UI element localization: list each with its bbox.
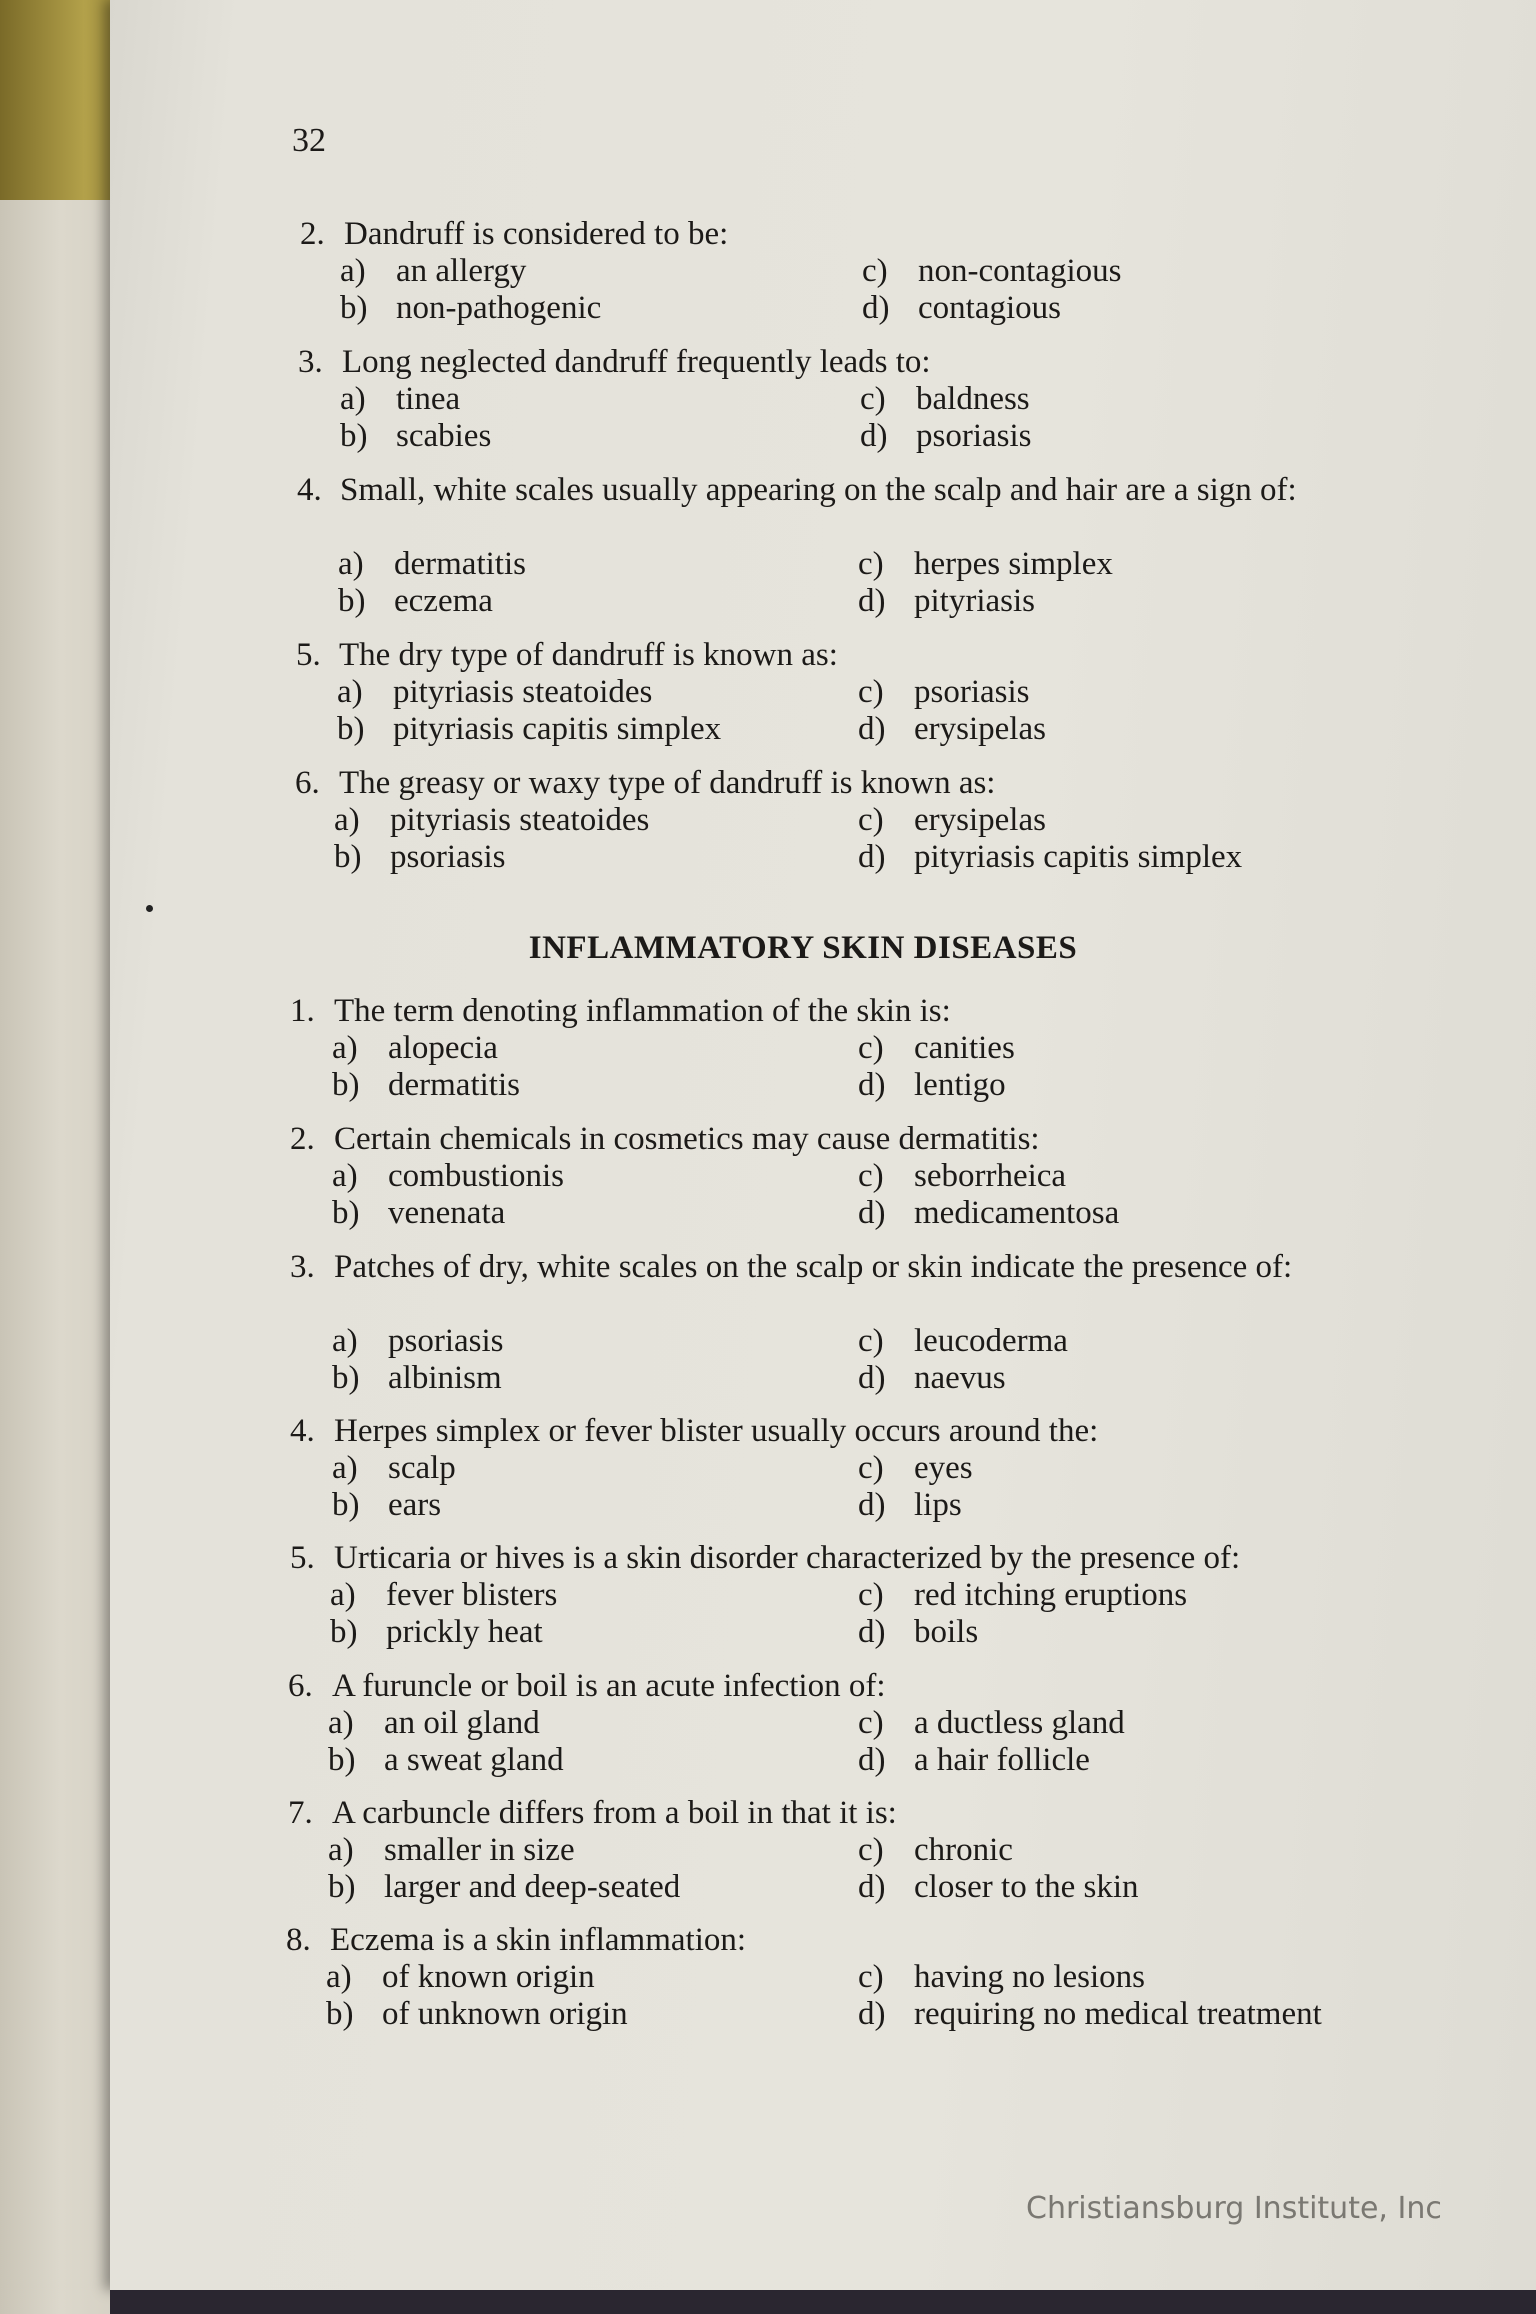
dandruff-question-number: 4. xyxy=(297,472,322,508)
option-letter: a) xyxy=(338,546,364,582)
option-a xyxy=(328,1832,575,1869)
option-text: a ductless gland xyxy=(914,1705,1125,1741)
option-letter: b) xyxy=(330,1614,358,1650)
dandruff-question-stem: Small, white scales usually appearing on the scalp and hair are a sign of: xyxy=(340,472,1297,508)
option-text: tinea xyxy=(396,381,461,417)
option-c xyxy=(858,1959,1145,1996)
option-d xyxy=(858,1614,978,1651)
option-text: chronic xyxy=(914,1832,1013,1868)
option-b xyxy=(332,1195,505,1232)
skin-question-stem: A furuncle or boil is an acute infection of: xyxy=(332,1668,886,1704)
option-b xyxy=(326,1996,628,2033)
option-a xyxy=(338,546,526,583)
option-d xyxy=(858,1195,1119,1232)
dandruff-question-stem: Dandruff is considered to be: xyxy=(344,216,729,252)
option-b xyxy=(340,290,601,327)
option-text: psoriasis xyxy=(914,674,1030,710)
option-text: closer to the skin xyxy=(914,1869,1139,1905)
option-letter: c) xyxy=(858,1158,884,1194)
option-letter: a) xyxy=(326,1959,352,1995)
option-letter: a) xyxy=(340,381,366,417)
option-c xyxy=(858,1832,1013,1869)
option-text: larger and deep-seated xyxy=(384,1869,681,1905)
option-text: contagious xyxy=(918,290,1061,326)
dandruff-question-number: 5. xyxy=(296,637,321,673)
option-letter: c) xyxy=(858,1323,884,1359)
option-a xyxy=(334,802,649,839)
option-letter: d) xyxy=(858,1742,886,1778)
option-letter: b) xyxy=(332,1487,360,1523)
option-a xyxy=(332,1450,456,1487)
option-text: erysipelas xyxy=(914,802,1046,838)
option-text: herpes simplex xyxy=(914,546,1113,582)
option-letter: b) xyxy=(332,1195,360,1231)
skin-question-stem: Herpes simplex or fever blister usually occurs around the: xyxy=(334,1413,1099,1449)
skin-question-stem: The term denoting inflammation of the skin is: xyxy=(334,993,951,1029)
option-letter: a) xyxy=(332,1158,358,1194)
skin-question-number: 4. xyxy=(290,1413,315,1449)
option-c xyxy=(858,546,1113,583)
option-text: baldness xyxy=(916,381,1030,417)
option-letter: c) xyxy=(860,381,886,417)
option-c xyxy=(858,1577,1187,1614)
option-a xyxy=(330,1577,557,1614)
option-letter: d) xyxy=(858,711,886,747)
skin-question-number: 8. xyxy=(286,1922,311,1958)
option-letter: d) xyxy=(858,1869,886,1905)
option-text: red itching eruptions xyxy=(914,1577,1188,1613)
option-text: pityriasis capitis simplex xyxy=(914,839,1243,875)
option-text: boils xyxy=(914,1614,979,1650)
option-a xyxy=(332,1323,504,1360)
option-text: venenata xyxy=(388,1195,506,1231)
option-letter: c) xyxy=(858,802,884,838)
skin-question-stem: A carbuncle differs from a boil in that it is: xyxy=(332,1795,897,1831)
option-letter: a) xyxy=(330,1577,356,1613)
skin-question-number: 3. xyxy=(290,1249,315,1285)
option-text: psoriasis xyxy=(390,839,506,875)
option-letter: c) xyxy=(858,546,884,582)
option-b xyxy=(332,1067,520,1104)
option-c xyxy=(858,674,1030,711)
option-letter: c) xyxy=(862,253,888,289)
option-b xyxy=(328,1742,564,1779)
option-c xyxy=(862,253,1121,290)
option-letter: c) xyxy=(858,1705,884,1741)
option-b xyxy=(338,583,493,620)
option-letter: a) xyxy=(332,1450,358,1486)
dandruff-question-stem: The dry type of dandruff is known as: xyxy=(339,637,838,673)
option-letter: d) xyxy=(862,290,890,326)
dandruff-question-number: 6. xyxy=(295,765,320,801)
option-text: of unknown origin xyxy=(382,1996,628,2032)
option-text: a hair follicle xyxy=(914,1742,1090,1778)
option-b xyxy=(332,1360,502,1397)
skin-question-number: 7. xyxy=(288,1795,313,1831)
option-text: pityriasis xyxy=(914,583,1035,619)
option-letter: d) xyxy=(858,1996,886,2032)
option-d xyxy=(858,583,1035,620)
option-letter: c) xyxy=(858,1450,884,1486)
option-text: fever blisters xyxy=(386,1577,558,1613)
option-letter: d) xyxy=(860,418,888,454)
option-c xyxy=(858,1450,973,1487)
option-text: canities xyxy=(914,1030,1015,1066)
option-text: an oil gland xyxy=(384,1705,540,1741)
skin-question-stem: Certain chemicals in cosmetics may cause dermatitis: xyxy=(334,1121,1040,1157)
option-b xyxy=(334,839,506,876)
option-d xyxy=(858,711,1046,748)
skin-question-stem: Patches of dry, white scales on the scalp or skin indicate the presence of: xyxy=(334,1249,1293,1285)
option-letter: a) xyxy=(337,674,363,710)
dandruff-question-number: 3. xyxy=(298,344,323,380)
option-letter: b) xyxy=(338,583,366,619)
option-letter: c) xyxy=(858,1959,884,1995)
stray-mark xyxy=(146,905,153,912)
option-d xyxy=(858,1487,962,1524)
option-letter: d) xyxy=(858,1195,886,1231)
option-text: prickly heat xyxy=(386,1614,543,1650)
skin-question-number: 1. xyxy=(290,993,315,1029)
watermark: Christiansburg Institute, Inc xyxy=(1026,2191,1442,2226)
skin-question-number: 5. xyxy=(290,1540,315,1576)
option-text: erysipelas xyxy=(914,711,1046,747)
option-letter: d) xyxy=(858,1360,886,1396)
dandruff-question-stem: Long neglected dandruff frequently leads to: xyxy=(342,344,931,380)
option-letter: b) xyxy=(337,711,365,747)
option-c xyxy=(858,802,1046,839)
option-c xyxy=(858,1158,1066,1195)
option-text: lips xyxy=(914,1487,962,1523)
option-c xyxy=(858,1323,1068,1360)
skin-question-stem: Eczema is a skin inflammation: xyxy=(330,1922,747,1958)
option-text: scalp xyxy=(388,1450,456,1486)
option-text: dermatitis xyxy=(388,1067,520,1103)
option-a xyxy=(332,1158,564,1195)
option-d xyxy=(862,290,1061,327)
option-b xyxy=(337,711,721,748)
option-text: psoriasis xyxy=(388,1323,504,1359)
option-letter: a) xyxy=(340,253,366,289)
option-d xyxy=(858,839,1378,876)
skin-question-stem: Urticaria or hives is a skin disorder characterized by the presence of: xyxy=(334,1540,1241,1576)
option-a xyxy=(326,1959,595,1996)
option-letter: b) xyxy=(334,839,362,875)
option-b xyxy=(330,1614,543,1651)
option-text: psoriasis xyxy=(916,418,1032,454)
option-d xyxy=(858,1869,1139,1906)
option-a xyxy=(328,1705,540,1742)
option-letter: c) xyxy=(858,1577,884,1613)
option-letter: b) xyxy=(332,1067,360,1103)
option-letter: b) xyxy=(328,1742,356,1778)
option-text: non-contagious xyxy=(918,253,1122,289)
option-letter: a) xyxy=(328,1832,354,1868)
option-text: of known origin xyxy=(382,1959,595,1995)
option-text: eczema xyxy=(394,583,493,619)
option-letter: b) xyxy=(340,418,368,454)
option-b xyxy=(340,418,491,455)
option-a xyxy=(337,674,652,711)
option-b xyxy=(332,1487,441,1524)
option-text: combustionis xyxy=(388,1158,565,1194)
option-d xyxy=(858,1996,1378,2033)
option-letter: d) xyxy=(858,839,886,875)
option-text: lentigo xyxy=(914,1067,1006,1103)
option-letter: d) xyxy=(858,1487,886,1523)
option-letter: a) xyxy=(334,802,360,838)
option-text: an allergy xyxy=(396,253,527,289)
option-letter: a) xyxy=(332,1323,358,1359)
option-letter: c) xyxy=(858,1832,884,1868)
option-text: dermatitis xyxy=(394,546,526,582)
option-text: a sweat gland xyxy=(384,1742,564,1778)
option-letter: b) xyxy=(340,290,368,326)
option-text: pityriasis capitis simplex xyxy=(393,711,722,747)
option-a xyxy=(340,253,526,290)
option-text: albinism xyxy=(388,1360,502,1396)
option-c xyxy=(858,1705,1125,1742)
option-letter: c) xyxy=(858,1030,884,1066)
option-text: alopecia xyxy=(388,1030,498,1066)
option-letter: d) xyxy=(858,1614,886,1650)
option-d xyxy=(858,1360,1006,1397)
option-d xyxy=(858,1067,1006,1104)
option-c xyxy=(860,381,1030,418)
option-text: naevus xyxy=(914,1360,1006,1396)
option-text: smaller in size xyxy=(384,1832,575,1868)
option-b xyxy=(328,1869,680,1906)
bottom-edge xyxy=(110,2290,1536,2314)
option-letter: a) xyxy=(332,1030,358,1066)
option-text: pityriasis steatoides xyxy=(390,802,650,838)
option-text: requiring no medical treatment xyxy=(914,1996,1322,2032)
section-title: INFLAMMATORY SKIN DISEASES xyxy=(528,930,1078,966)
option-letter: b) xyxy=(332,1360,360,1396)
skin-question-number: 6. xyxy=(288,1668,313,1704)
option-text: scabies xyxy=(396,418,492,454)
option-c xyxy=(858,1030,1015,1067)
skin-question-number: 2. xyxy=(290,1121,315,1157)
option-d xyxy=(860,418,1032,455)
option-letter: b) xyxy=(326,1996,354,2032)
option-letter: b) xyxy=(328,1869,356,1905)
dandruff-question-number: 2. xyxy=(300,216,325,252)
option-letter: d) xyxy=(858,583,886,619)
option-text: leucoderma xyxy=(914,1323,1068,1359)
option-text: medicamentosa xyxy=(914,1195,1120,1231)
option-text: pityriasis steatoides xyxy=(393,674,653,710)
dandruff-question-stem: The greasy or waxy type of dandruff is known as: xyxy=(339,765,996,801)
option-text: having no lesions xyxy=(914,1959,1145,1995)
option-d xyxy=(858,1742,1090,1779)
option-a xyxy=(340,381,460,418)
option-letter: c) xyxy=(858,674,884,710)
option-text: ears xyxy=(388,1487,442,1523)
option-a xyxy=(332,1030,498,1067)
option-text: seborrheica xyxy=(914,1158,1067,1194)
option-letter: d) xyxy=(858,1067,886,1103)
option-text: eyes xyxy=(914,1450,973,1486)
option-letter: a) xyxy=(328,1705,354,1741)
option-text: non-pathogenic xyxy=(396,290,602,326)
page-number: 32 xyxy=(292,122,326,159)
